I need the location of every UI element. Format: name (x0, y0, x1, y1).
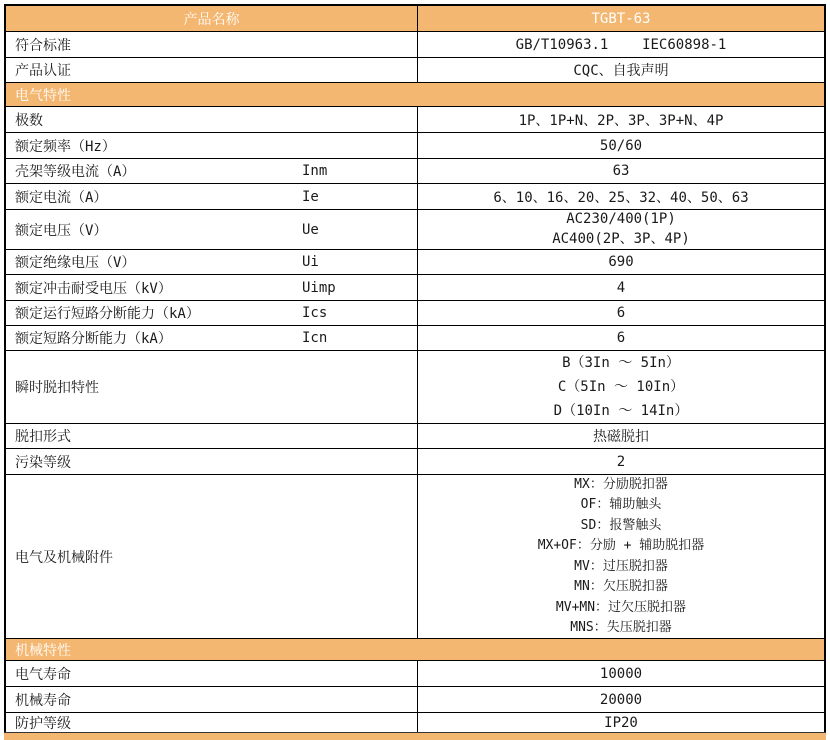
spec-value-line: MV+MN：过欠压脱扣器 (555, 599, 687, 615)
spec-label: 污染等级 (15, 454, 71, 471)
spec-label: 额定频率（Hz） (15, 138, 116, 155)
spec-label-cell (6, 184, 418, 209)
spec-value-cell (418, 475, 824, 638)
spec-value-cell (418, 661, 824, 686)
spec-value: IP20 (604, 714, 638, 731)
table-row-certification (6, 57, 824, 82)
table-row-frame-current (6, 158, 824, 183)
table-row-pollution-degree (6, 448, 824, 474)
spec-value: 10000 (599, 665, 643, 682)
product-name-header-row (6, 6, 824, 31)
product-spec-table (4, 4, 826, 734)
spec-value-line: OF：辅助触头 (580, 497, 662, 512)
spec-label-cell (6, 107, 418, 132)
spec-value: CQC、自我声明 (573, 63, 669, 79)
spec-label-cell (6, 449, 418, 474)
spec-label: 瞬时脱扣特性 (15, 380, 99, 396)
spec-symbol: Ue (302, 221, 319, 238)
spec-label-cell (6, 32, 418, 57)
spec-value-cell (418, 424, 824, 448)
spec-label: 额定冲击耐受电压（kV） (15, 280, 172, 297)
spec-value-line: AC400(2P、3P、4P) (552, 230, 690, 247)
spec-label-cell (6, 661, 418, 686)
spec-value: 6 (616, 305, 626, 321)
spec-label-cell (6, 275, 418, 300)
spec-value: 690 (608, 254, 634, 270)
section-header-mechanical (6, 638, 824, 660)
spec-label-cell (6, 424, 418, 448)
spec-label: 符合标准 (15, 37, 71, 54)
spec-symbol: Inm (302, 163, 328, 179)
spec-symbol: Ui (302, 254, 319, 270)
spec-value: GB/T10963.1 IEC60898-1 (515, 36, 727, 53)
table-row-mechanical-life (6, 686, 824, 712)
spec-value-cell (418, 58, 824, 82)
spec-label: 产品认证 (15, 63, 71, 79)
section-title: 电气特性 (15, 87, 71, 104)
spec-value: 50/60 (599, 137, 643, 154)
table-row-electrical-life (6, 660, 824, 686)
spec-value: 2 (616, 453, 626, 470)
spec-label: 额定电流（A） (15, 189, 108, 206)
spec-value: 20000 (599, 691, 643, 708)
spec-value-cell (418, 449, 824, 474)
spec-value: 1P、1P+N、2P、3P、3P+N、4P (518, 112, 724, 129)
product-model: TGBT-63 (591, 10, 651, 27)
spec-value-cell (418, 351, 824, 423)
spec-symbol: Ie (302, 188, 319, 205)
spec-label-cell (6, 301, 418, 325)
spec-value: 热磁脱扣 (593, 429, 649, 445)
spec-label: 防护等级 (15, 715, 71, 732)
spec-label: 电气寿命 (15, 666, 71, 683)
spec-label: 壳架等级电流（A） (15, 164, 136, 180)
table-row-accessories (6, 474, 824, 638)
spec-label-cell (6, 133, 418, 158)
table-row-rated-voltage (6, 209, 824, 249)
table-row-icn (6, 325, 824, 350)
spec-value-line: MX：分励脱扣器 (574, 476, 668, 492)
table-row-trip-characteristic (6, 350, 824, 423)
spec-label: 额定运行短路分断能力（kA） (15, 306, 200, 322)
spec-value-cell (418, 184, 824, 209)
product-name-value-cell (418, 6, 824, 31)
spec-value-cell (418, 713, 824, 732)
spec-label-cell (6, 159, 418, 183)
table-row-impulse-voltage (6, 274, 824, 300)
table-row-frequency (6, 132, 824, 158)
table-row-poles (6, 106, 824, 132)
table-row-protection-degree (6, 712, 824, 732)
spec-label: 脱扣形式 (15, 429, 71, 445)
spec-label: 电气及机械附件 (15, 549, 113, 566)
table-row-insulation-voltage (6, 249, 824, 274)
spec-value-cell (418, 326, 824, 350)
spec-value-line: AC230/400(1P) (566, 211, 676, 227)
spec-symbol: Uimp (302, 279, 336, 296)
spec-value-cell (418, 210, 824, 249)
spec-label-cell (6, 250, 418, 274)
spec-label-cell (6, 687, 418, 712)
spec-label-cell (6, 475, 418, 638)
spec-label: 额定绝缘电压（V） (15, 255, 136, 271)
spec-value-cell (418, 301, 824, 325)
table-row-standards (6, 31, 824, 57)
spec-value-cell (418, 107, 824, 132)
spec-value: 6、10、16、20、25、32、40、50、63 (493, 189, 749, 206)
spec-label-cell (6, 351, 418, 423)
spec-value: 63 (612, 163, 630, 179)
spec-label-cell (6, 58, 418, 82)
spec-label: 额定短路分断能力（kA） (15, 331, 172, 347)
spec-value-line: MV：过压脱扣器 (574, 558, 668, 574)
spec-value-cell (418, 687, 824, 712)
product-name-label-cell (6, 6, 418, 31)
spec-symbol: Ics (302, 305, 328, 321)
spec-value-line: SD：报警触头 (580, 517, 662, 533)
table-row-ics (6, 300, 824, 325)
spec-value: 4 (616, 279, 626, 296)
table-row-trip-type (6, 423, 824, 448)
next-section-partial-bar (4, 732, 826, 740)
section-title: 机械特性 (15, 642, 71, 659)
spec-value-cell (418, 159, 824, 183)
table-row-rated-current (6, 183, 824, 209)
section-header-electrical (6, 82, 824, 106)
spec-value-line: B（3In ～ 5In） (562, 355, 680, 371)
spec-value-line: MN：欠压脱扣器 (574, 579, 668, 594)
spec-label-cell (6, 713, 418, 732)
spec-value-cell (418, 32, 824, 57)
spec-value-cell (418, 275, 824, 300)
spec-label: 机械寿命 (15, 692, 71, 709)
spec-label: 极数 (15, 112, 43, 129)
spec-label-cell (6, 210, 418, 249)
spec-symbol: Icn (302, 330, 328, 346)
spec-value-line: D（10In ～ 14In） (553, 403, 689, 419)
spec-value-line: MX+OF：分励 + 辅助脱扣器 (537, 538, 705, 553)
product-name-label: 产品名称 (183, 11, 240, 28)
spec-value-cell (418, 250, 824, 274)
spec-value-line: MNS：失压脱扣器 (570, 620, 672, 635)
spec-label: 额定电压（V） (15, 222, 108, 239)
spec-label-cell (6, 326, 418, 350)
spec-value: 6 (616, 330, 626, 346)
spec-value-line: C（5In ～ 10In） (557, 379, 685, 395)
spec-value-cell (418, 133, 824, 158)
